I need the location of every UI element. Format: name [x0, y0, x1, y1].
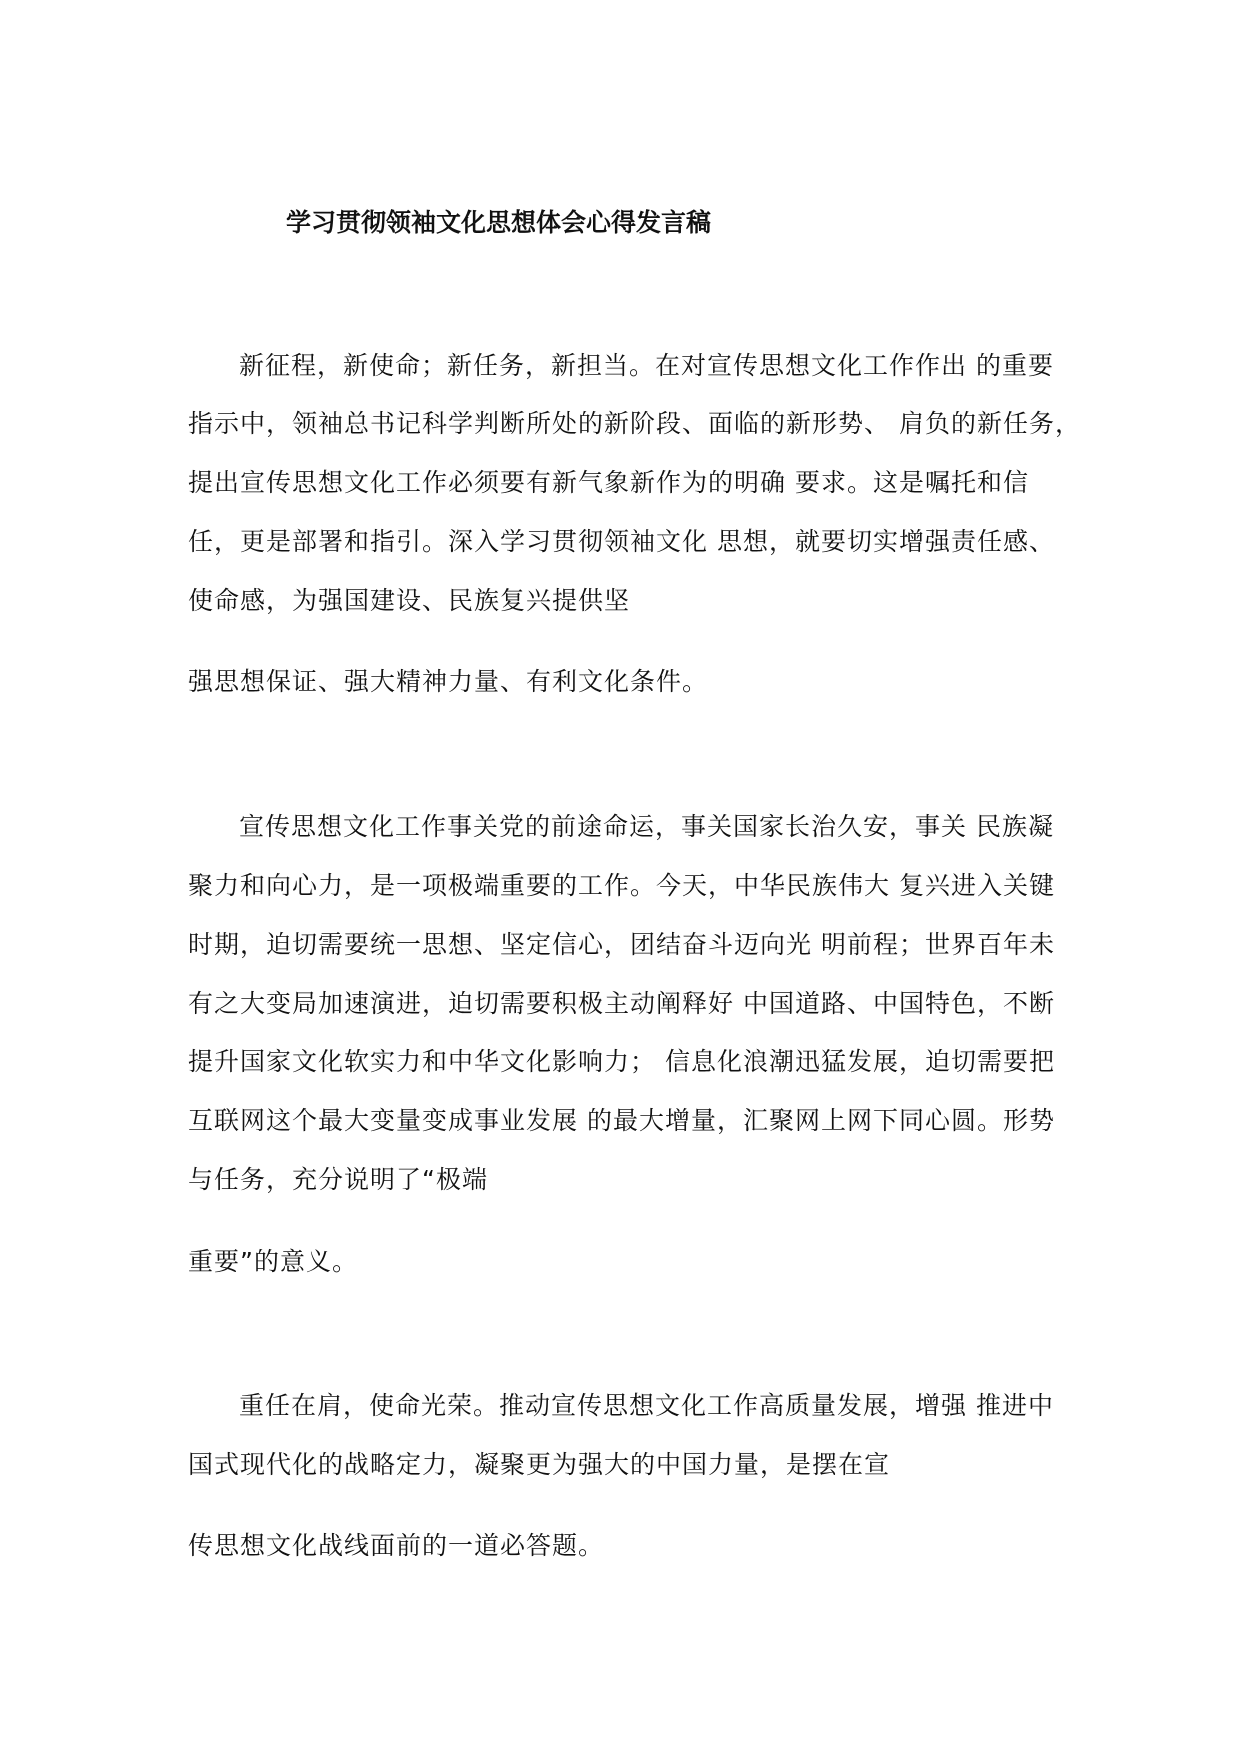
paragraph-1-line-3: 提出宣传思想文化工作必须要有新气象新作为的明确 要求。这是嘱托和信: [188, 468, 1029, 497]
paragraph-2-line-3: 时期，迫切需要统一思想、坚定信心，团结奋斗迈向光 明前程；世界百年未: [188, 930, 1055, 959]
paragraph-3-tail: 传思想文化战线面前的一道必答题。: [188, 1531, 605, 1560]
document-title: 学习贯彻领袖文化思想体会心得发言稿: [286, 208, 712, 237]
paragraph-1-line-2: 指示中，领袖总书记科学判断所处的新阶段、面临的新形势、 肩负的新任务，: [188, 409, 1081, 438]
paragraph-3-line-2: 国式现代化的战略定力，凝聚更为强大的中国力量，是摆在宣: [188, 1450, 891, 1479]
paragraph-2-line-7: 与任务，充分说明了“极端: [188, 1165, 488, 1194]
paragraph-2-line-5: 提升国家文化软实力和中华文化影响力； 信息化浪潮迅猛发展，迫切需要把: [188, 1047, 1055, 1076]
paragraph-1-tail: 强思想保证、强大精神力量、有利文化条件。: [188, 667, 709, 696]
paragraph-1-line-1: 新征程，新使命；新任务，新担当。在对宣传思想文化工作作出 的重要: [239, 351, 1054, 380]
paragraph-1-line-4: 任，更是部署和指引。深入学习贯彻领袖文化 思想，就要切实增强责任感、: [188, 527, 1055, 556]
paragraph-2-line-1: 宣传思想文化工作事关党的前途命运，事关国家长治久安，事关 民族凝: [239, 812, 1054, 841]
paragraph-2-line-4: 有之大变局加速演进，迫切需要积极主动阐释好 中国道路、中国特色，不断: [188, 989, 1055, 1018]
paragraph-2-line-6: 互联网这个最大变量变成事业发展 的最大增量，汇聚网上网下同心圆。形势: [188, 1106, 1055, 1135]
paragraph-2-line-2: 聚力和向心力，是一项极端重要的工作。今天，中华民族伟大 复兴进入关键: [188, 871, 1055, 900]
paragraph-3-line-1: 重任在肩，使命光荣。推动宣传思想文化工作高质量发展，增强 推进中: [239, 1391, 1054, 1420]
paragraph-1-line-5: 使命感，为强国建设、民族复兴提供坚: [188, 586, 631, 615]
paragraph-2-tail: 重要”的意义。: [188, 1247, 358, 1276]
